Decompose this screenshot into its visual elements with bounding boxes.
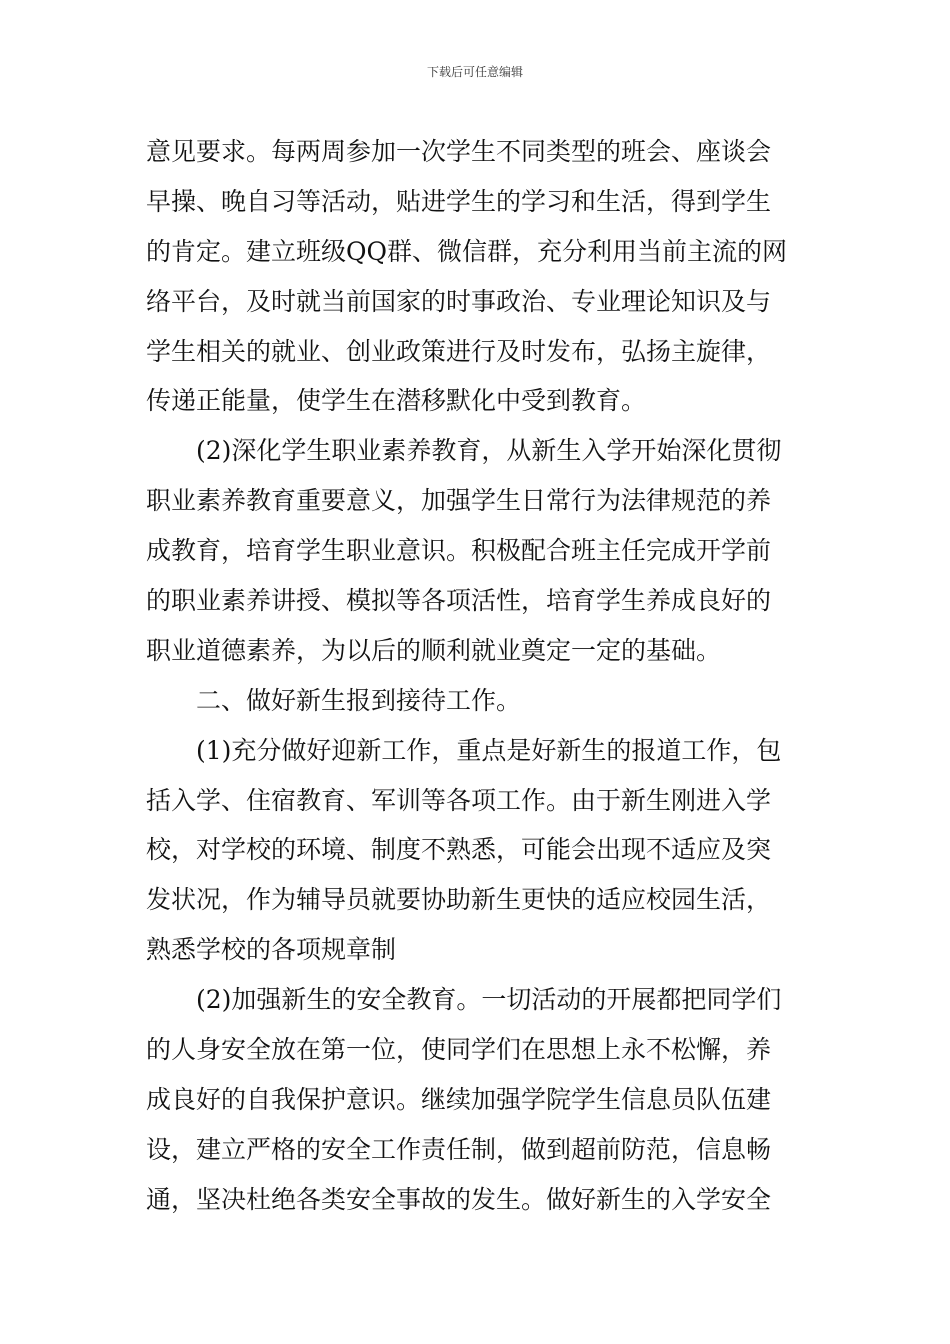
page-header-note: 下载后可任意编辑	[426, 65, 523, 79]
text-line: 早操、晚自习等活动，贴进学生的学习和生活，得到学生	[146, 186, 772, 216]
text-line: 括入学、住宿教育、军训等各项工作。由于新生刚进入学	[146, 785, 772, 815]
text-line: 设，建立严格的安全工作责任制，做到超前防范，信息畅	[146, 1134, 772, 1164]
paragraph-start-line: (1)充分做好迎新工作，重点是好新生的报道工作，包	[196, 735, 782, 765]
text-line: 熟悉学校的各项规章制	[146, 935, 397, 965]
text-line: 发状况，作为辅导员就要协助新生更快的适应校园生活，	[146, 885, 772, 915]
section-heading: 二、做好新生报到接待工作。	[196, 685, 522, 715]
paragraph-start-line: (2)加强新生的安全教育。一切活动的开展都把同学们	[196, 985, 782, 1015]
text-line: 通，坚决杜绝各类安全事故的发生。做好新生的入学安全	[146, 1184, 772, 1214]
text-line: 职业道德素养，为以后的顺利就业奠定一定的基础。	[146, 635, 722, 665]
text-line: 成教育，培育学生职业意识。积极配合班主任完成开学前	[146, 536, 772, 566]
text-line: 的职业素养讲授、模拟等各项活性，培育学生养成良好的	[146, 586, 772, 616]
text-line: 传递正能量，使学生在潜移默化中受到教育。	[146, 386, 647, 416]
text-line: 学生相关的就业、创业政策进行及时发布，弘扬主旋律，	[146, 336, 772, 366]
text-line: 的人身安全放在第一位，使同学们在思想上永不松懈，养	[146, 1035, 772, 1065]
document-body	[146, 127, 808, 1225]
text-line: 的肯定。建立班级QQ群、微信群，充分利用当前主流的网	[146, 236, 787, 266]
text-line: 校，对学校的环境、制度不熟悉，可能会出现不适应及突	[146, 835, 772, 865]
text-line: 络平台，及时就当前国家的时事政治、专业理论知识及与	[146, 286, 772, 316]
text-line: 职业素养教育重要意义，加强学生日常行为法律规范的养	[146, 486, 772, 516]
paragraph-start-line: (2)深化学生职业素养教育，从新生入学开始深化贯彻	[196, 436, 782, 466]
text-line: 意见要求。每两周参加一次学生不同类型的班会、座谈会	[146, 137, 772, 166]
text-line: 成良好的自我保护意识。继续加强学院学生信息员队伍建	[146, 1084, 772, 1114]
